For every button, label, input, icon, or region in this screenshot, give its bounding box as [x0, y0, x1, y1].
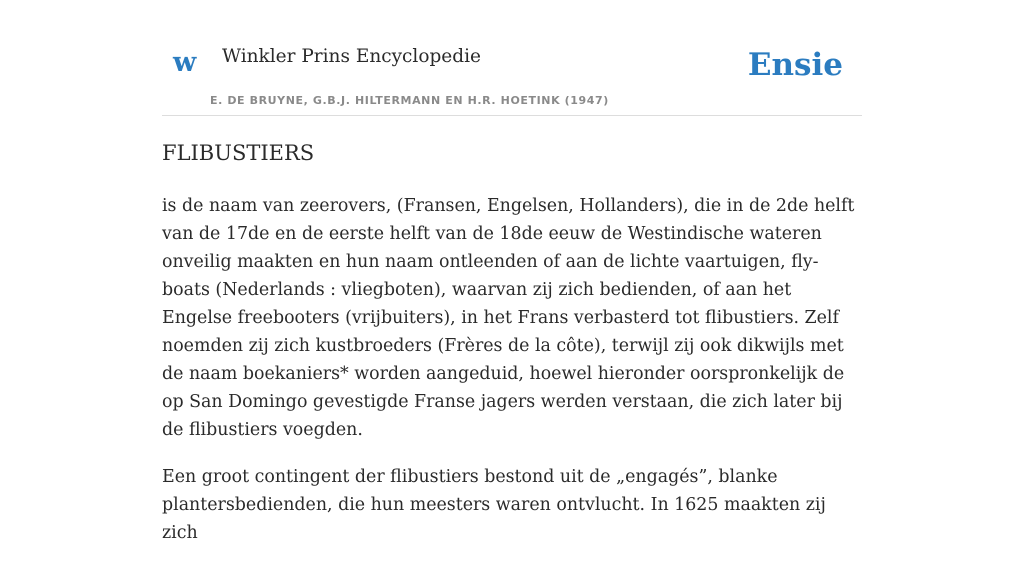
site-header	[162, 36, 862, 116]
work-title[interactable]: Winkler Prins Encyclopedie	[222, 46, 481, 67]
paragraph: is de naam van zeerovers, (Fransen, Engelsen, Hollanders), die in de 2de helft van de 17de en de eerste helft van de 18de eeuw de Westindische wateren onveilig maakten en hun naam ontleenden of aan de lichte vaartuigen, fly-boats (Nederlands : vliegboten), waarvan zij zich bedienden, of aan het Engelse freebooters (vrijbuiters), in het Frans verbasterd tot flibustiers. Zelf noemden zij zich kustbroeders (Frères de la côte), terwijl zij ook dikwijls met de naam boekaniers* worden aangeduid, hoewel hieronder oorspronkelijk de op San Domingo gevestigde Franse jagers werden verstaan, die zich later bij de flibustiers voegden.	[162, 196, 855, 440]
source-logo-icon: w	[173, 47, 197, 78]
article-title: FLIBUSTIERS	[162, 141, 315, 165]
paragraph: Een groot contingent der flibustiers bestond uit de „engagés”, blanke plantersbedienden, die hun meesters waren ontvlucht. In 1625 maakten zij zich	[162, 467, 826, 543]
article-body	[162, 192, 862, 566]
work-authors: E. DE BRUYNE, G.B.J. HILTERMANN EN H.R. HOETINK (1947)	[210, 94, 609, 107]
brand-logo[interactable]: Ensie	[747, 47, 843, 83]
